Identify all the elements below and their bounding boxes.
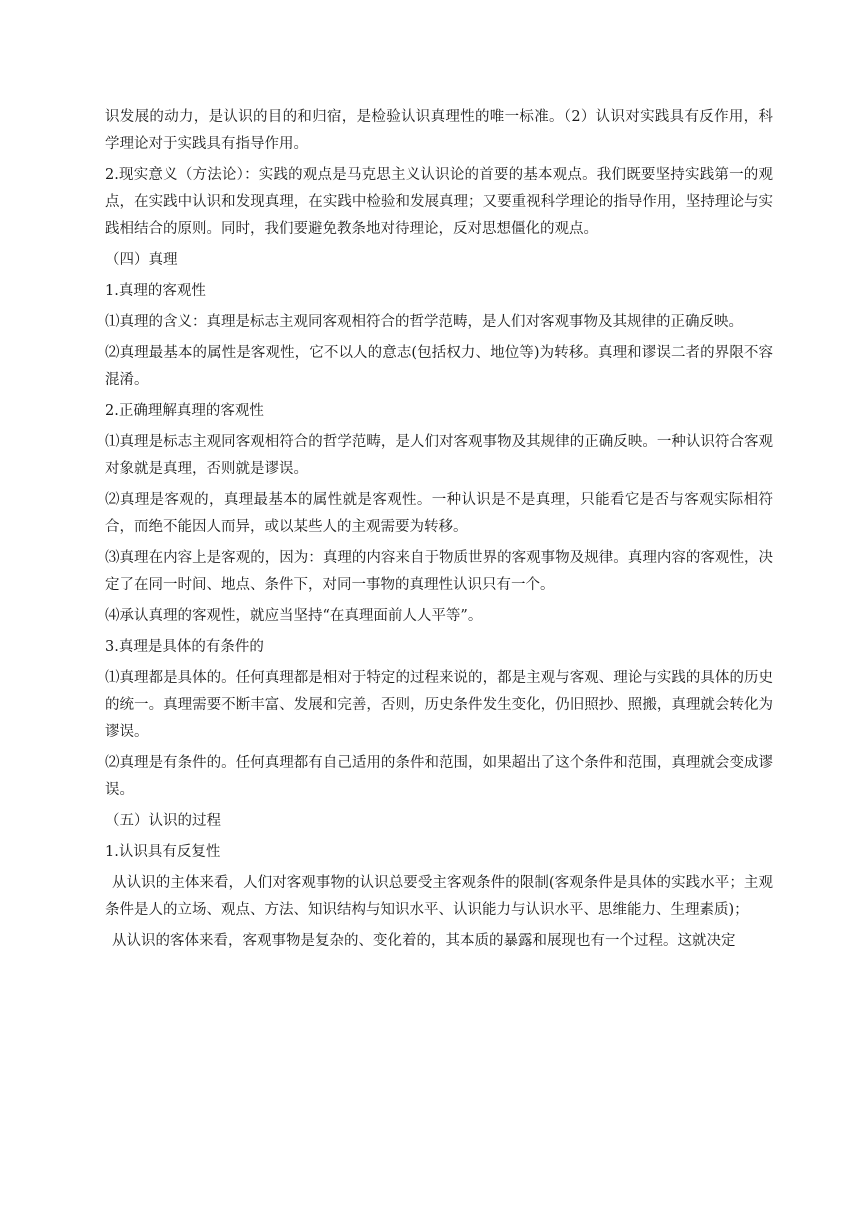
paragraph-objectivity-2: ⑵真理是客观的，真理最基本的属性就是客观性。一种认识是不是真理，只能看它是否与客观实际相符合，而绝不能因人而异，或以某些人的主观需要为转移。 <box>105 492 773 535</box>
subheading-truth-concrete: 3.真理是具体的有条件的 <box>105 639 264 655</box>
paragraph-methodology: 2.现实意义（方法论）：实践的观点是马克思主义认识论的首要的基本观点。我们既要坚持实践第一的观点，在实践中认识和发现真理，在实践中检验和发展真理；又要重视科学理论的指导作用，坚持理论与实践相结合的原则。同时，我们要避免教条地对待理论，反对思想僵化的观点。 <box>105 167 773 237</box>
paragraph-objectivity-4: ⑷承认真理的客观性，就应当坚持“在真理面前人人平等”。 <box>105 608 483 624</box>
subheading-understand-objectivity: 2.正确理解真理的客观性 <box>105 403 264 419</box>
paragraph-concrete-1: ⑴真理都是具体的。任何真理都是相对于特定的过程来说的，都是主观与客观、理论与实践的具体的历史的统一。真理需要不断丰富、发展和完善，否则，历史条件发生变化，仍旧照抄、照搬，真理就会转化为谬误。 <box>105 670 773 740</box>
paragraph-practice-role: 识发展的动力，是认识的目的和归宿，是检验认识真理性的唯一标准。（2）认识对实践具有反作用，科学理论对于实践具有指导作用。 <box>105 109 773 152</box>
paragraph-concrete-2: ⑵真理是有条件的。任何真理都有自己适用的条件和范围，如果超出了这个条件和范围，真理就会变成谬误。 <box>105 755 773 798</box>
paragraph-truth-attribute: ⑵真理最基本的属性是客观性，它不以人的意志(包括权力、地位等)为转移。真理和谬误二者的界限不容混淆。 <box>105 345 773 388</box>
paragraph-truth-definition: ⑴真理的含义：真理是标志主观同客观相符合的哲学范畴，是人们对客观事物及其规律的正确反映。 <box>105 314 743 330</box>
paragraph-objectivity-1: ⑴真理是标志主观同客观相符合的哲学范畴，是人们对客观事物及其规律的正确反映。一种认识符合客观对象就是真理，否则就是谬误。 <box>105 434 773 477</box>
paragraph-object-perspective: 从认识的客体来看，客观事物是复杂的、变化着的，其本质的暴露和展现也有一个过程。这就决定 <box>112 933 736 949</box>
paragraph-subject-perspective: 从认识的主体来看，人们对客观事物的认识总要受主客观条件的限制(客观条件是具体的实践水平；主观条件是人的立场、观点、方法、知识结构与知识水平、认识能力与认识水平、思维能力、生理素质)； <box>105 875 773 918</box>
document-page <box>105 104 773 959</box>
paragraph-objectivity-3: ⑶真理在内容上是客观的，因为：真理的内容来自于物质世界的客观事物及规律。真理内容的客观性，决定了在同一时间、地点、条件下，对同一事物的真理性认识只有一个。 <box>105 550 773 593</box>
subheading-truth-objectivity: 1.真理的客观性 <box>105 283 206 299</box>
subheading-cognition-repetition: 1.认识具有反复性 <box>105 844 221 860</box>
section-heading-cognition-process: （五）认识的过程 <box>105 813 221 829</box>
section-heading-truth: （四）真理 <box>105 252 178 268</box>
